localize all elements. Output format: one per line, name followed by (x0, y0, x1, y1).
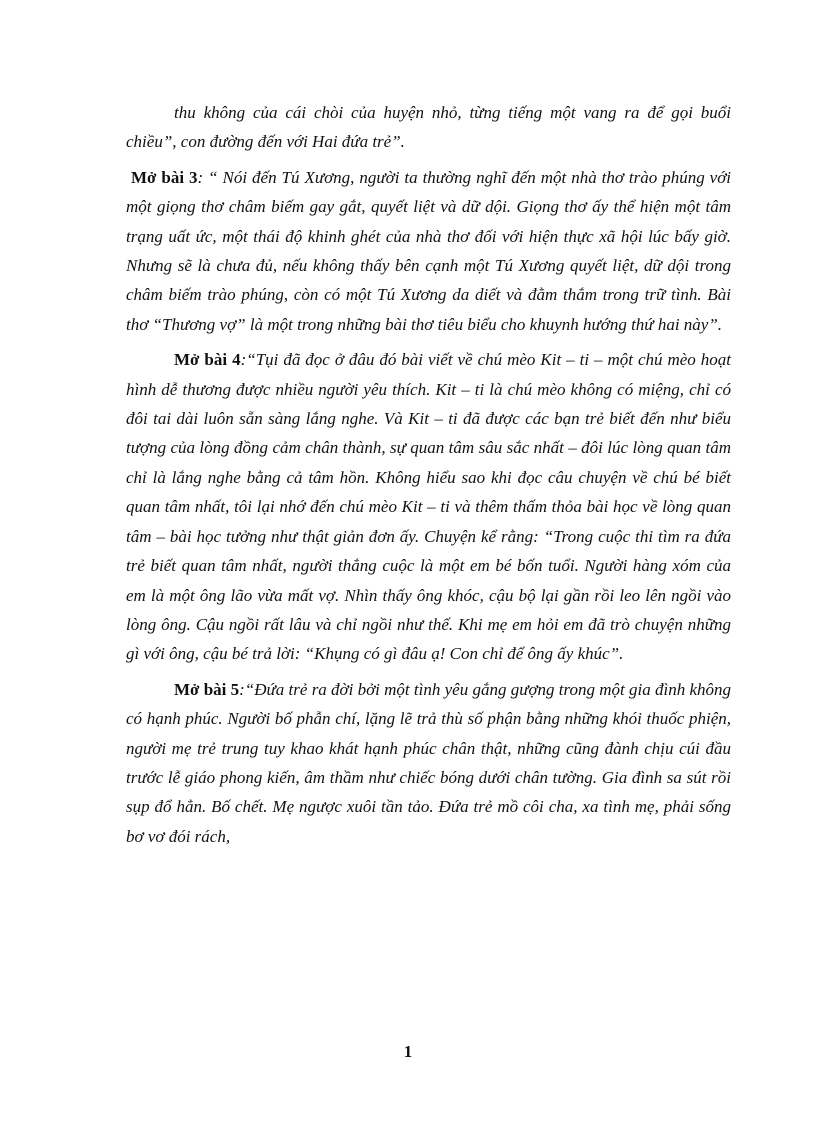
paragraph-text: thu không của cái chòi của huyện nhỏ, từng tiếng một vang ra để gọi buổi chiều”, con đường đến với Hai đứa trẻ”. (126, 103, 731, 152)
paragraph-mo-bai-3 (126, 163, 731, 339)
paragraph-intro-continuation (126, 98, 731, 157)
paragraph-mo-bai-5 (126, 675, 731, 851)
paragraph-lead-label: Mở bài 4 (174, 350, 241, 370)
paragraph-lead-label: Mở bài 5 (174, 679, 240, 699)
paragraph-text: :“Tụi đã đọc ở đâu đó bài viết về chú mèo Kit – ti – một chú mèo hoạt hình dễ thương được nhiều người yêu thích. Kit – ti là chú mèo không có miệng, chỉ có đôi tai dài luôn sẵn sàng lắng nghe. Và Kit – ti đã được các bạn trẻ biết đến như biểu tượng của lòng đồng cảm chân thành, sự quan tâm sâu sắc nhất – đôi lúc lòng quan tâm chỉ là lắng nghe bằng cả tâm hồn. Không hiểu sao khi đọc câu chuyện về chú bé biết quan tâm nhất, tôi lại nhớ đến chú mèo Kit – ti và thêm thấm thỏa bài học về lòng quan tâm – bài học tưởng như thật giản đơn ấy. Chuyện kể rằng: “Trong cuộc thi tìm ra đứa trẻ biết quan tâm nhất, người thắng cuộc là một em bé bốn tuổi. Người hàng xóm của em là một ông lão vừa mất vợ. Nhìn thấy ông khóc, cậu bộ lại gần rồi leo lên ngồi vào lòng ông. Cậu ngồi rất lâu và chỉ ngồi như thế. Khi mẹ em hỏi em đã trò chuyện những gì với ông, cậu bé trả lời: “Khụng có gì đâu ạ! Con chỉ để ông ấy khúc”. (126, 350, 731, 664)
page-number: 1 (403, 1042, 413, 1061)
paragraph-mo-bai-4 (126, 345, 731, 668)
paragraph-text: : “ Nói đến Tú Xương, người ta thường nghĩ đến một nhà thơ trào phúng với một giọng thơ châm biếm gay gắt, quyết liệt và dữ dội. Giọng thơ ấy thể hiện một tâm trạng uất ức, một thái độ khinh ghét của nhà thơ đối với hiện thực xã hội lúc bấy giờ. Nhưng sẽ là chưa đủ, nếu không thấy bên cạnh một Tú Xương quyết liệt, dữ dội trong châm biếm trào phúng, còn có một Tú Xương da diết và đằm thắm trong trữ tình. Bài thơ “Thương vợ” là một trong những bài thơ tiêu biểu cho khuynh hướng thứ hai này”. (126, 167, 731, 334)
document-body (126, 98, 731, 851)
paragraph-lead-label: Mở bài 3 (130, 167, 198, 187)
paragraph-text: :“Đứa trẻ ra đời bởi một tình yêu gắng gượng trong một gia đình không có hạnh phúc. Người bố phẫn chí, lặng lẽ trả thù số phận bằng những khói thuốc phiện, người mẹ trẻ trung tuy khao khát hạnh phúc chân thật, những cũng đành chịu cúi đầu trước lễ giáo phong kiến, âm thầm như chiếc bóng dưới chân tường. Gia đình sa sút rồi sụp đổ hẳn. Bố chết. Mẹ ngược xuôi tần tảo. Đứa trẻ mồ côi cha, xa tình mẹ, phải sống bơ vơ đói rách, (126, 679, 731, 846)
